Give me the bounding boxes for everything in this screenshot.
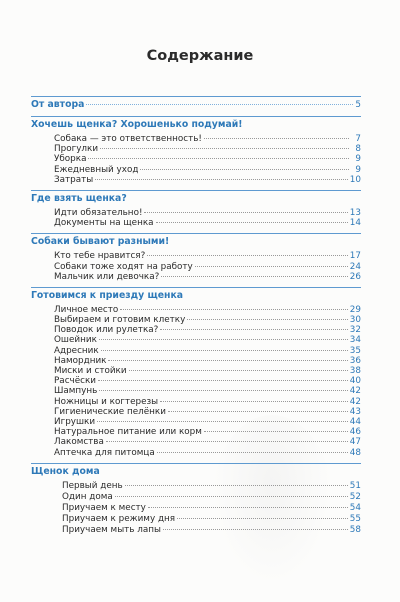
entry-label: Шампунь bbox=[54, 386, 98, 397]
dot-leader bbox=[144, 212, 347, 213]
entry-page-number: 24 bbox=[349, 261, 361, 272]
entry-label: Лакомства bbox=[54, 437, 104, 448]
entry-label: Собаки тоже ходят на работу bbox=[54, 261, 193, 272]
toc-entry bbox=[54, 397, 361, 407]
table-of-contents bbox=[31, 96, 361, 542]
dot-leader bbox=[95, 179, 348, 180]
entry-page-number: 46 bbox=[349, 427, 361, 438]
entry-page-number: 52 bbox=[349, 491, 361, 502]
entry-page-number: 29 bbox=[349, 304, 361, 315]
entry-label: Выбираем и готовим клетку bbox=[54, 315, 186, 326]
entry-page-number: 44 bbox=[349, 416, 361, 427]
entry-label: Приучаем мыть лапы bbox=[62, 525, 161, 536]
entry-label: Миски и стойки bbox=[54, 366, 127, 376]
section-title: От автора bbox=[31, 99, 85, 110]
toc-entry bbox=[54, 218, 361, 228]
entry-label: Натуральное питание или корм bbox=[54, 427, 202, 438]
entry-label: Ножницы и когтерезы bbox=[54, 396, 159, 407]
entry-page-number: 40 bbox=[349, 376, 361, 387]
entry-label: Идти обязательно! bbox=[54, 207, 143, 218]
toc-entry bbox=[54, 305, 361, 315]
section-title: Готовимся к приезду щенка bbox=[31, 289, 184, 301]
toc-entry bbox=[54, 325, 361, 335]
section-heading bbox=[31, 116, 361, 131]
dot-leader bbox=[120, 309, 348, 310]
entry-label: Расчёски bbox=[54, 376, 97, 387]
toc-section bbox=[31, 96, 361, 111]
entry-page-number: 36 bbox=[349, 355, 361, 366]
entry-label: Приучаем к режиму дня bbox=[62, 514, 176, 525]
dot-leader bbox=[99, 339, 348, 340]
section-heading bbox=[31, 190, 361, 205]
entry-page-number: 34 bbox=[349, 335, 361, 346]
section-title: Щенок дома bbox=[31, 465, 100, 477]
entry-page-number: 35 bbox=[349, 345, 361, 356]
toc-entry bbox=[54, 376, 361, 386]
toc-entry bbox=[54, 251, 361, 261]
dot-leader bbox=[148, 507, 348, 508]
dot-leader bbox=[100, 148, 349, 149]
dot-leader bbox=[106, 441, 348, 442]
entry-page-number: 32 bbox=[349, 325, 361, 336]
entry-label: Прогулки bbox=[54, 144, 99, 155]
entry-label: Приучаем к месту bbox=[62, 503, 146, 514]
entry-page-number: 51 bbox=[349, 480, 361, 491]
dot-leader bbox=[115, 496, 348, 497]
toc-entry bbox=[62, 514, 361, 525]
entry-page-number: 42 bbox=[349, 396, 361, 407]
entry-page-number: 13 bbox=[349, 207, 361, 218]
toc-entry bbox=[62, 492, 361, 503]
toc-entry bbox=[54, 448, 361, 458]
entry-list bbox=[31, 481, 361, 537]
toc-entry bbox=[54, 366, 361, 376]
toc-section bbox=[31, 116, 361, 185]
toc-entry bbox=[54, 315, 361, 325]
dot-leader bbox=[98, 380, 348, 381]
section-page-number: 5 bbox=[355, 100, 361, 110]
entry-label: Мальчик или девочка? bbox=[54, 271, 160, 282]
entry-page-number: 30 bbox=[349, 315, 361, 326]
toc-entry bbox=[54, 154, 361, 164]
dot-leader bbox=[99, 390, 347, 391]
toc-entry bbox=[54, 437, 361, 447]
entry-page-number: 8 bbox=[355, 144, 361, 155]
entry-page-number: 38 bbox=[349, 366, 361, 376]
dot-leader bbox=[156, 222, 348, 223]
entry-label: Личное место bbox=[54, 304, 119, 315]
entry-page-number: 55 bbox=[349, 514, 361, 525]
entry-page-number: 9 bbox=[355, 164, 361, 175]
entry-page-number: 26 bbox=[349, 271, 361, 282]
entry-page-number: 7 bbox=[355, 134, 361, 144]
dot-leader bbox=[177, 518, 348, 519]
entry-page-number: 10 bbox=[349, 174, 361, 185]
dot-leader bbox=[160, 401, 348, 402]
toc-entry bbox=[54, 208, 361, 218]
dot-leader bbox=[140, 169, 349, 170]
dot-leader bbox=[204, 431, 348, 432]
entry-list bbox=[31, 251, 361, 282]
dot-leader bbox=[108, 360, 347, 361]
toc-entry bbox=[54, 386, 361, 396]
entry-page-number: 43 bbox=[349, 406, 361, 417]
entry-label: Гигиенические пелёнки bbox=[54, 406, 166, 417]
toc-entry bbox=[54, 407, 361, 417]
entry-page-number: 58 bbox=[349, 525, 361, 536]
entry-label: Первый день bbox=[62, 480, 123, 491]
entry-label: Собака — это ответственность! bbox=[54, 134, 202, 144]
dot-leader bbox=[195, 266, 348, 267]
entry-label: Намордник bbox=[54, 355, 107, 366]
toc-section bbox=[31, 233, 361, 282]
dot-leader bbox=[157, 452, 348, 453]
dot-leader bbox=[168, 411, 348, 412]
entry-label: Ошейник bbox=[54, 335, 97, 346]
dot-leader bbox=[160, 329, 347, 330]
toc-entry bbox=[54, 346, 361, 356]
section-heading bbox=[31, 463, 361, 478]
dot-leader bbox=[88, 158, 349, 159]
entry-list bbox=[31, 305, 361, 458]
toc-entry bbox=[62, 525, 361, 536]
entry-page-number: 9 bbox=[355, 154, 361, 165]
toc-section bbox=[31, 463, 361, 537]
entry-page-number: 14 bbox=[349, 218, 361, 229]
toc-entry bbox=[62, 503, 361, 514]
entry-label: Ежедневный уход bbox=[54, 164, 139, 175]
entry-label: Документы на щенка bbox=[54, 218, 154, 229]
entry-label: Кто тебе нравится? bbox=[54, 251, 146, 262]
dot-leader bbox=[101, 350, 348, 351]
dot-leader bbox=[161, 276, 348, 277]
entry-page-number: 54 bbox=[349, 503, 361, 514]
page-title: Содержание bbox=[146, 48, 254, 64]
toc-entry bbox=[54, 417, 361, 427]
toc-entry bbox=[54, 134, 361, 144]
toc-section bbox=[31, 190, 361, 228]
toc-entry bbox=[54, 175, 361, 185]
section-heading bbox=[31, 287, 361, 302]
entry-list bbox=[31, 208, 361, 228]
entry-page-number: 42 bbox=[349, 386, 361, 397]
section-title: Хочешь щенка? Хорошенько подумай! bbox=[31, 119, 243, 130]
toc-entry bbox=[54, 165, 361, 175]
entry-label: Аптечка для питомца bbox=[54, 447, 155, 458]
toc-entry bbox=[54, 356, 361, 366]
entry-page-number: 47 bbox=[349, 437, 361, 448]
toc-entry bbox=[54, 144, 361, 154]
entry-label: Затраты bbox=[54, 174, 94, 185]
entry-label: Адресник bbox=[54, 345, 99, 356]
entry-label: Поводок или рулетка? bbox=[54, 325, 159, 336]
dot-leader bbox=[163, 529, 348, 530]
dot-leader bbox=[97, 421, 348, 422]
toc-entry bbox=[54, 272, 361, 282]
section-heading bbox=[31, 96, 361, 111]
entry-label: Уборка bbox=[54, 154, 87, 165]
entry-page-number: 17 bbox=[349, 251, 361, 262]
section-title: Где взять щенка? bbox=[31, 192, 127, 204]
entry-list bbox=[31, 134, 361, 185]
dot-leader bbox=[86, 104, 353, 105]
section-title: Собаки бывают разными! bbox=[31, 236, 170, 248]
entry-page-number: 48 bbox=[349, 447, 361, 458]
entry-label: Один дома bbox=[62, 491, 113, 502]
entry-label: Игрушки bbox=[54, 416, 96, 427]
toc-entry bbox=[54, 335, 361, 345]
toc-section bbox=[31, 287, 361, 458]
toc-entry bbox=[54, 262, 361, 272]
toc-entry bbox=[62, 481, 361, 492]
toc-entry bbox=[54, 427, 361, 437]
dot-leader bbox=[129, 370, 348, 371]
dot-leader bbox=[147, 255, 348, 256]
dot-leader bbox=[187, 319, 348, 320]
dot-leader bbox=[204, 138, 349, 139]
section-heading bbox=[31, 233, 361, 248]
dot-leader bbox=[125, 485, 348, 486]
